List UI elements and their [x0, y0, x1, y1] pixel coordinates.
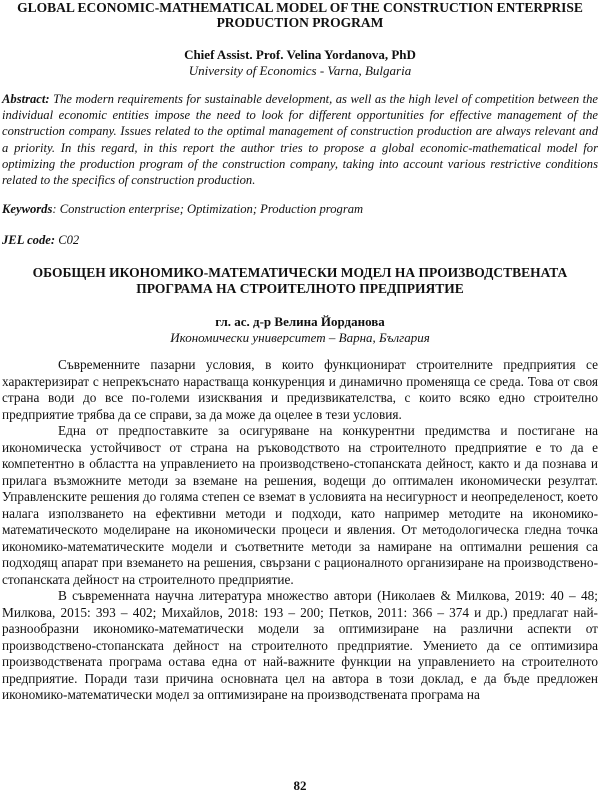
- bulgarian-title: ОБОБЩЕН ИКОНОМИКО-МАТЕМАТИЧЕСКИ МОДЕЛ НА ПРОИЗВОДСТВЕНАТА ПРОГРАМА НА СТРОИТЕЛНОТО ПРЕДПРИЯТИЕ: [32, 265, 568, 297]
- paper-page: [2, 0, 598, 704]
- abstract-text: The modern requirements for sustainable development, as well as the high level of competition between the individual economic entities impose the need to look for different opportunities for effective management of the construction company. Issues related to the optimal management of construction production are always relevant and a priority. In this regard, in this report the author tries to propose a global economic-mathematical model for optimizing the production program of the construction company, taking into account various restrictive conditions related to the specifics of construction production.: [2, 92, 598, 188]
- keywords-text: : Construction enterprise; Optimization; Production program: [52, 202, 364, 217]
- jel-label: JEL code:: [2, 233, 56, 248]
- bulgarian-author: гл. ас. д-р Велина Йорданова: [215, 314, 385, 330]
- english-affiliation: University of Economics - Varna, Bulgaria: [188, 63, 412, 78]
- jel-code: [2, 232, 598, 248]
- jel-text: C02: [55, 233, 80, 248]
- bulgarian-affiliation: Икономически университет – Варна, България: [170, 330, 430, 346]
- abstract: [2, 91, 598, 188]
- keywords: [2, 201, 598, 217]
- english-author: Chief Assist. Prof. Velina Yordanova, PhD: [184, 47, 416, 62]
- page-number: 82: [293, 778, 307, 793]
- paragraph-2: Една от предпоставките за осигуряване на конкурентни предимства и постигане на икономическа устойчивост от страна на ръководството на строителното предприятие е то да е компетентно в областта на управлението на производствено-стопанската дейност, както и да познава и прилага възможните методи за вземане на решения, водещи до оптимален икономически резултат. Управленските решения до голяма степен се вземат в условията на несигурност и неопределеност, което налага използването на ефективни методи и подходи, като например методите на икономико-математическото моделиране на икономически процеси и явления. От методологическа гледна точка икономико-математическите модели и съответните методи за намиране на оптимални решения са подходящ апарат при вземането на решения, свързани с рационалното организиране на производствено-стопанската дейност на строителното предприятие.: [2, 423, 598, 587]
- abstract-label: Abstract:: [2, 92, 50, 106]
- english-title: GLOBAL ECONOMIC-MATHEMATICAL MODEL OF THE CONSTRUCTION ENTERPRISE PRODUCTION PROGRAM: [17, 0, 583, 30]
- paragraph-3: В съвременната научна литература множество автори (Николаев & Милкова, 2019: 40 – 48; Милкова, 2015: 393 – 402; Михайлов, 2018: 193 – 200; Петков, 2011: 366 – 374 и др.) предлагат най-разнообразни икономико-математически модели за оптимизиране на различни аспекти от производствено-стопанската дейност на строителното предприятие. Умението да се оптимизира производствената програма остава една от най-важните функции на управлението на строителното предприятие. Поради тази причина основната цел на автора в този доклад, е да бъде предложен икономико-математически модел за оптимизиране на производствената програма на: [2, 588, 598, 703]
- body-text: [2, 357, 598, 704]
- paragraph-1: Съвременните пазарни условия, в които функционират строителните предприятия се характеризират с непрекъснато нарастваща конкуренция и динамично променяща се среда. Това от своя страна води до все по-големи изисквания и предизвикателства, с които всяко едно строително предприятие трябва да се справи, за да може да оцелее в тези условия.: [2, 357, 598, 422]
- keywords-label: Keywords: [2, 202, 53, 217]
